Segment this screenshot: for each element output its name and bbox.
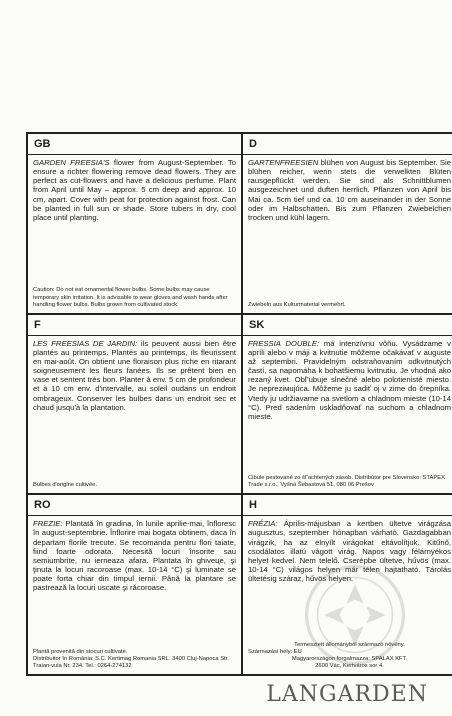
section-code: F: [28, 315, 241, 336]
footer-address: 2600 Vác, Kertváros sor 4.: [315, 662, 384, 669]
section-body: blühen von August bis September. Sie blühen reicher, wenn stets die verwelkten Blüten rausgepflückt werden. Sie sind als Schnittblumen ausgezeichnet und duften herrlich. Pflanzen von April bis Mai ca. 5cm tief und ca. 10 cm auseinander in der Sonne oder im Halbschatten. Bis zum Pflanzen Zwiebelchen trocken und kühl lagern.: [248, 158, 451, 222]
section-body: Plantată în gradina, în lunile aprilie-mai, înfloresc în august-septembrie. Înflorire mai bogata obtinem, daca în departam florile trecute. Se recomanda pentru flori taiate, fiind foarte odorata. Necesită locuri însorite sau semiumbrite, nu ierneaza afara. Plantata în ghiveце, şi ţinuta la locuri racoroase (max. 10-14 °C) şi luminate se poate forta chiar din timpul iernii. Până la plantare se pastrează la locuri uscate şi răcoroase.: [33, 519, 236, 593]
instruction-sheet: [26, 132, 452, 676]
section-code: GB: [28, 134, 241, 155]
section-gb: [27, 133, 242, 314]
section-body: má intenzívnu vôňu. Vysádzame v apríli alebo v máji a kvitnutie môžeme očakávať v auguste až septembri. Pravidelným odstraňovaním odkvitnutých častí, sa napomáha k bohatšiemu kvitnutiu. Je vhodná ako rezaný kvet. Obľ'ubuje slnečné alebo polotienisté miesto. Je nepreziмujúca. Môžeme ju sadiť oj v zime do črepníka. Vtedy ju udržiavame na svetlom a chladnom mieste (10-14 °C). Pred sadením uskladňovať na suchom a chladnom mieste.: [248, 338, 451, 421]
section-text: [28, 155, 241, 287]
section-footer: Zwiebeln aus Kulturmaterial vermehrt.: [248, 301, 346, 308]
section-footer: [243, 642, 452, 674]
section-text: [243, 516, 452, 641]
section-footer: Cibule pestované zo šľ'achtených zásob. Distribútor pre Slovensko: STAPEX Trade s.r.o., Vyšná Šebastová 51, 080 06 Prešov: [248, 475, 445, 489]
section-body: ils peuvent aussi bien être plantés au printemps. Plantés au printemps, ils fleurissent en mai-août. On obtient une floraison plus riche en ritarant soigneusement les fleurs fanées. Ils se prêtent bien en vase et sentent très bon. Planter à env. 5 cm de profondeur et à 10 cm env. d'intervalle, au soleil oudans un endroit ombrageux. Conserver les bulbes dans un endroit sec et chaud jusqu'à la plantation.: [33, 338, 236, 412]
section-sk: [242, 314, 452, 495]
section-footer: Bulbes d'origine cultivée.: [33, 482, 97, 489]
section-text: [243, 336, 452, 476]
section-lead: FREZIE:: [33, 519, 63, 529]
section-text: [28, 336, 241, 483]
section-lead: GARDEN FREESIA'S: [33, 158, 110, 167]
section-h: [242, 494, 452, 675]
section-lead: LES FREESIAS DE JARDIN:: [33, 338, 138, 348]
section-footer: Caution: Do not eat ornamental flower bulbs. Some bulbs may cause temporary skin irritation. It is advisable to wear gloves and wash hands after handling flower bulbs. Bulbs grown from cultivated stock.: [33, 287, 228, 308]
section-code: H: [243, 495, 452, 516]
section-body: Április-májusban a kertben ültetve virágzása augusztus, szeptember hónapban várható. Gazdagabban virágzik, ha az elnyílt virágokat eltávolítjuk. Kitűnő, csodálatos illatú vágott virág. Napos vagy félárnyékos helyet kedvel. Nem telelő. Cserépbe ültetve, hűvös (max. 10-14 °C) világos helyen már télen hajtatható. Tárolás ültetésig száraz, hűvös helyen.: [248, 519, 451, 584]
brand-logo-text: LANGARDEN: [266, 682, 428, 707]
section-text: [243, 155, 452, 302]
section-code: D: [243, 134, 452, 155]
footer-distributor: Distribuitor în România: S.C. Kertimag Romania SRL. 3400 Cluj-Napoca Str. Traian-vuia Nr. 234. Tel.: 0264-274132: [33, 655, 229, 669]
section-lead: GARTENFREESIEN: [248, 158, 319, 167]
section-lead: FRÉZIA:: [248, 519, 278, 529]
section-footer: [28, 649, 241, 674]
section-text: [28, 516, 241, 648]
footer-origin: Plantă provenită din stocuri cultivate.: [33, 648, 128, 655]
footer-source: Származási hely: EU: [248, 648, 302, 655]
footer-distributor: Magyarországon forgalmazza: SPALAX KFT.: [291, 655, 408, 662]
section-f: [27, 314, 242, 495]
section-body: flower from August-September. To ensure a richter flowering remove dead flowers. They are perfect as cut-flowers and have a delicious perfume. Plant from April until May – approx. 5 cm deep and approx. 10 cm, apart. Cover with peat for protection against frost. Can be planted in full sun or shade. Store tubers in dry, cool place until planting.: [33, 158, 236, 222]
section-code: RO: [28, 495, 241, 516]
section-ro: [27, 494, 242, 675]
section-code: SK: [243, 315, 452, 336]
section-d: [242, 133, 452, 314]
section-lead: FRESSIA DOUBLE:: [248, 338, 320, 348]
footer-origin: Termesztett állományból származó növény.: [294, 641, 405, 648]
